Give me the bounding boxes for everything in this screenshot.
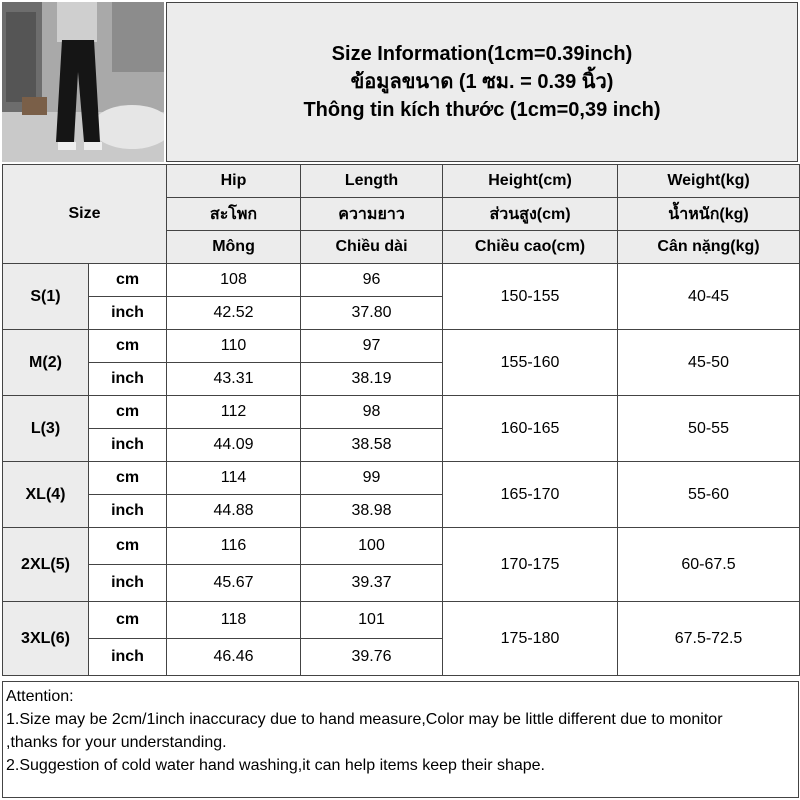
weight-range: 45-50 <box>618 330 800 396</box>
table-row <box>3 330 800 363</box>
unit-cm: cm <box>89 462 167 495</box>
col-hip-th: สะโพก <box>167 198 301 231</box>
length-cm: 97 <box>301 330 443 363</box>
col-length-th: ความยาว <box>301 198 443 231</box>
size-label: XL(4) <box>3 462 89 528</box>
hip-inch: 45.67 <box>167 565 301 602</box>
weight-range: 60-67.5 <box>618 528 800 602</box>
height-range: 170-175 <box>443 528 618 602</box>
height-range: 155-160 <box>443 330 618 396</box>
height-range: 175-180 <box>443 602 618 676</box>
col-height-th: ส่วนสูง(cm) <box>443 198 618 231</box>
hip-cm: 114 <box>167 462 301 495</box>
attention-title: Attention: <box>6 688 74 705</box>
table-row <box>3 396 800 429</box>
size-label: 2XL(5) <box>3 528 89 602</box>
hip-cm: 110 <box>167 330 301 363</box>
col-hip-en: Hip <box>167 165 301 198</box>
height-range: 160-165 <box>443 396 618 462</box>
unit-inch: inch <box>89 363 167 396</box>
header-row-en <box>3 165 800 198</box>
hip-cm: 108 <box>167 264 301 297</box>
col-length-en: Length <box>301 165 443 198</box>
length-inch: 39.37 <box>301 565 443 602</box>
attention-note-1: 1.Size may be 2cm/1inch inaccuracy due to hand measure,Color may be little different due to monitor <box>6 711 723 728</box>
unit-cm: cm <box>89 396 167 429</box>
table-row <box>3 264 800 297</box>
size-table <box>2 164 800 676</box>
col-weight-vi: Cân nặng(kg) <box>618 231 800 264</box>
hip-inch: 44.88 <box>167 495 301 528</box>
product-photo <box>2 2 164 162</box>
weight-range: 50-55 <box>618 396 800 462</box>
hip-cm: 118 <box>167 602 301 639</box>
unit-inch: inch <box>89 565 167 602</box>
table-row <box>3 528 800 565</box>
size-column-title: Size <box>3 165 167 264</box>
hip-cm: 116 <box>167 528 301 565</box>
unit-inch: inch <box>89 495 167 528</box>
length-cm: 99 <box>301 462 443 495</box>
col-weight-th: น้ำหนัก(kg) <box>618 198 800 231</box>
unit-cm: cm <box>89 330 167 363</box>
length-inch: 38.58 <box>301 429 443 462</box>
unit-cm: cm <box>89 528 167 565</box>
height-range: 165-170 <box>443 462 618 528</box>
hip-inch: 46.46 <box>167 639 301 676</box>
col-length-vi: Chiều dài <box>301 231 443 264</box>
table-row <box>3 602 800 639</box>
header-vietnamese: Thông tin kích thước (1cm=0,39 inch) <box>303 99 661 121</box>
length-cm: 98 <box>301 396 443 429</box>
size-label: L(3) <box>3 396 89 462</box>
unit-cm: cm <box>89 602 167 639</box>
weight-range: 40-45 <box>618 264 800 330</box>
header-english: Size Information(1cm=0.39inch) <box>331 43 633 65</box>
size-label: M(2) <box>3 330 89 396</box>
length-inch: 38.19 <box>301 363 443 396</box>
table-row <box>3 462 800 495</box>
attention-note-1-continued: ,thanks for your understanding. <box>6 734 227 751</box>
length-cm: 101 <box>301 602 443 639</box>
length-inch: 39.76 <box>301 639 443 676</box>
size-label: 3XL(6) <box>3 602 89 676</box>
weight-range: 67.5-72.5 <box>618 602 800 676</box>
height-range: 150-155 <box>443 264 618 330</box>
hip-inch: 42.52 <box>167 297 301 330</box>
unit-inch: inch <box>89 429 167 462</box>
col-hip-vi: Mông <box>167 231 301 264</box>
size-label: S(1) <box>3 264 89 330</box>
col-height-en: Height(cm) <box>443 165 618 198</box>
hip-inch: 44.09 <box>167 429 301 462</box>
hip-inch: 43.31 <box>167 363 301 396</box>
unit-inch: inch <box>89 297 167 330</box>
attention-notes <box>2 681 799 798</box>
weight-range: 55-60 <box>618 462 800 528</box>
attention-note-2: 2.Suggestion of cold water hand washing,it can help items keep their shape. <box>6 757 545 774</box>
unit-cm: cm <box>89 264 167 297</box>
product-photo-illustration <box>2 2 164 162</box>
col-weight-en: Weight(kg) <box>618 165 800 198</box>
col-height-vi: Chiều cao(cm) <box>443 231 618 264</box>
hip-cm: 112 <box>167 396 301 429</box>
length-inch: 38.98 <box>301 495 443 528</box>
length-cm: 96 <box>301 264 443 297</box>
length-cm: 100 <box>301 528 443 565</box>
header-thai: ข้อมูลขนาด (1 ซม. = 0.39 นิ้ว) <box>350 71 614 93</box>
size-info-header <box>166 2 798 162</box>
length-inch: 37.80 <box>301 297 443 330</box>
unit-inch: inch <box>89 639 167 676</box>
